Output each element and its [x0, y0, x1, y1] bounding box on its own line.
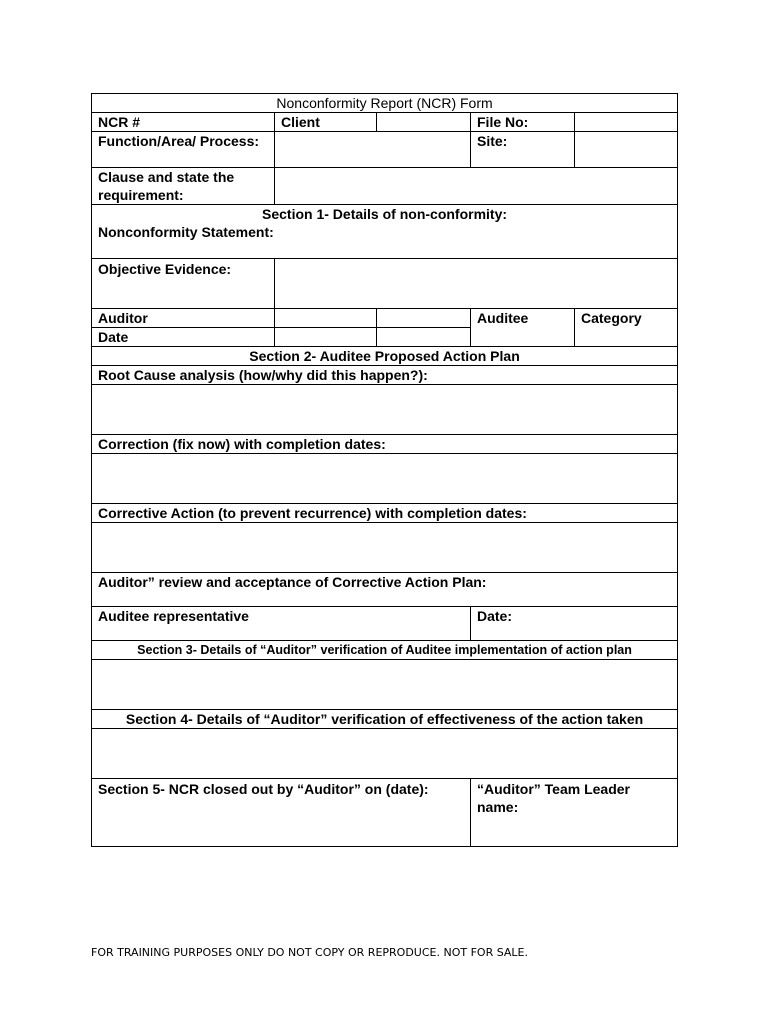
auditee-rep-row — [92, 607, 678, 641]
category-label: Category — [575, 309, 678, 347]
footer-disclaimer: FOR TRAINING PURPOSES ONLY DO NOT COPY OR REPRODUCE. NOT FOR SALE. — [91, 946, 528, 959]
date-label: Date — [92, 328, 275, 347]
date-field-1[interactable] — [275, 328, 377, 347]
correction-label-row — [92, 435, 678, 454]
clause-label: Clause and state the requirement: — [92, 168, 275, 205]
form-title: Nonconformity Report (NCR) Form — [92, 94, 678, 113]
section1-heading: Section 1- Details of non-conformity: — [262, 206, 508, 222]
site-field[interactable] — [575, 132, 678, 168]
section3-row — [92, 641, 678, 660]
section1-cell[interactable] — [92, 205, 678, 259]
section2-row — [92, 347, 678, 366]
objective-evidence-row — [92, 259, 678, 309]
corrective-action-field[interactable] — [92, 523, 678, 573]
clause-field[interactable] — [275, 168, 678, 205]
function-area-label: Function/Area/ Process: — [92, 132, 275, 168]
auditee-rep-label: Auditee representative — [92, 607, 471, 641]
objective-evidence-field[interactable] — [275, 259, 678, 309]
auditor-field-1[interactable] — [275, 309, 377, 328]
title-row — [92, 94, 678, 113]
corrective-action-field-row — [92, 523, 678, 573]
client-label: Client — [275, 113, 377, 132]
file-no-field[interactable] — [575, 113, 678, 132]
root-cause-field-row — [92, 385, 678, 435]
auditor-row — [92, 309, 678, 328]
auditor-review-row — [92, 573, 678, 607]
function-area-field[interactable] — [275, 132, 471, 168]
team-leader-label: “Auditor” Team Leader name: — [471, 779, 678, 847]
auditor-label: Auditor — [92, 309, 275, 328]
section4-heading: Section 4- Details of “Auditor” verification of effectiveness of the action taken — [92, 710, 678, 729]
date-field-2[interactable] — [377, 328, 471, 347]
root-cause-label: Root Cause analysis (how/why did this happen?): — [92, 366, 678, 385]
nonconformity-statement-label: Nonconformity Statement: — [98, 224, 274, 240]
root-cause-label-row — [92, 366, 678, 385]
root-cause-field[interactable] — [92, 385, 678, 435]
section4-row — [92, 710, 678, 729]
section3-field[interactable] — [92, 660, 678, 710]
section3-field-row — [92, 660, 678, 710]
rep-date-label: Date: — [471, 607, 678, 641]
ncr-row — [92, 113, 678, 132]
section5-label: Section 5- NCR closed out by “Auditor” on (date): — [92, 779, 471, 847]
corrective-action-label-row — [92, 504, 678, 523]
section1-row — [92, 205, 678, 259]
file-no-label: File No: — [471, 113, 575, 132]
section3-heading: Section 3- Details of “Auditor” verification of Auditee implementation of action plan — [92, 641, 678, 660]
objective-evidence-label: Objective Evidence: — [92, 259, 275, 309]
section4-field-row — [92, 729, 678, 779]
site-label: Site: — [471, 132, 575, 168]
auditor-field-2[interactable] — [377, 309, 471, 328]
clause-row — [92, 168, 678, 205]
section2-heading: Section 2- Auditee Proposed Action Plan — [92, 347, 678, 366]
client-field[interactable] — [377, 113, 471, 132]
correction-field[interactable] — [92, 454, 678, 504]
auditee-label: Auditee — [471, 309, 575, 347]
section5-row — [92, 779, 678, 847]
ncr-label: NCR # — [92, 113, 275, 132]
correction-label: Correction (fix now) with completion dates: — [92, 435, 678, 454]
auditor-review-label: Auditor” review and acceptance of Corrective Action Plan: — [92, 573, 678, 607]
corrective-action-label: Corrective Action (to prevent recurrence) with completion dates: — [92, 504, 678, 523]
function-row — [92, 132, 678, 168]
correction-field-row — [92, 454, 678, 504]
ncr-form-table — [91, 93, 678, 847]
section4-field[interactable] — [92, 729, 678, 779]
